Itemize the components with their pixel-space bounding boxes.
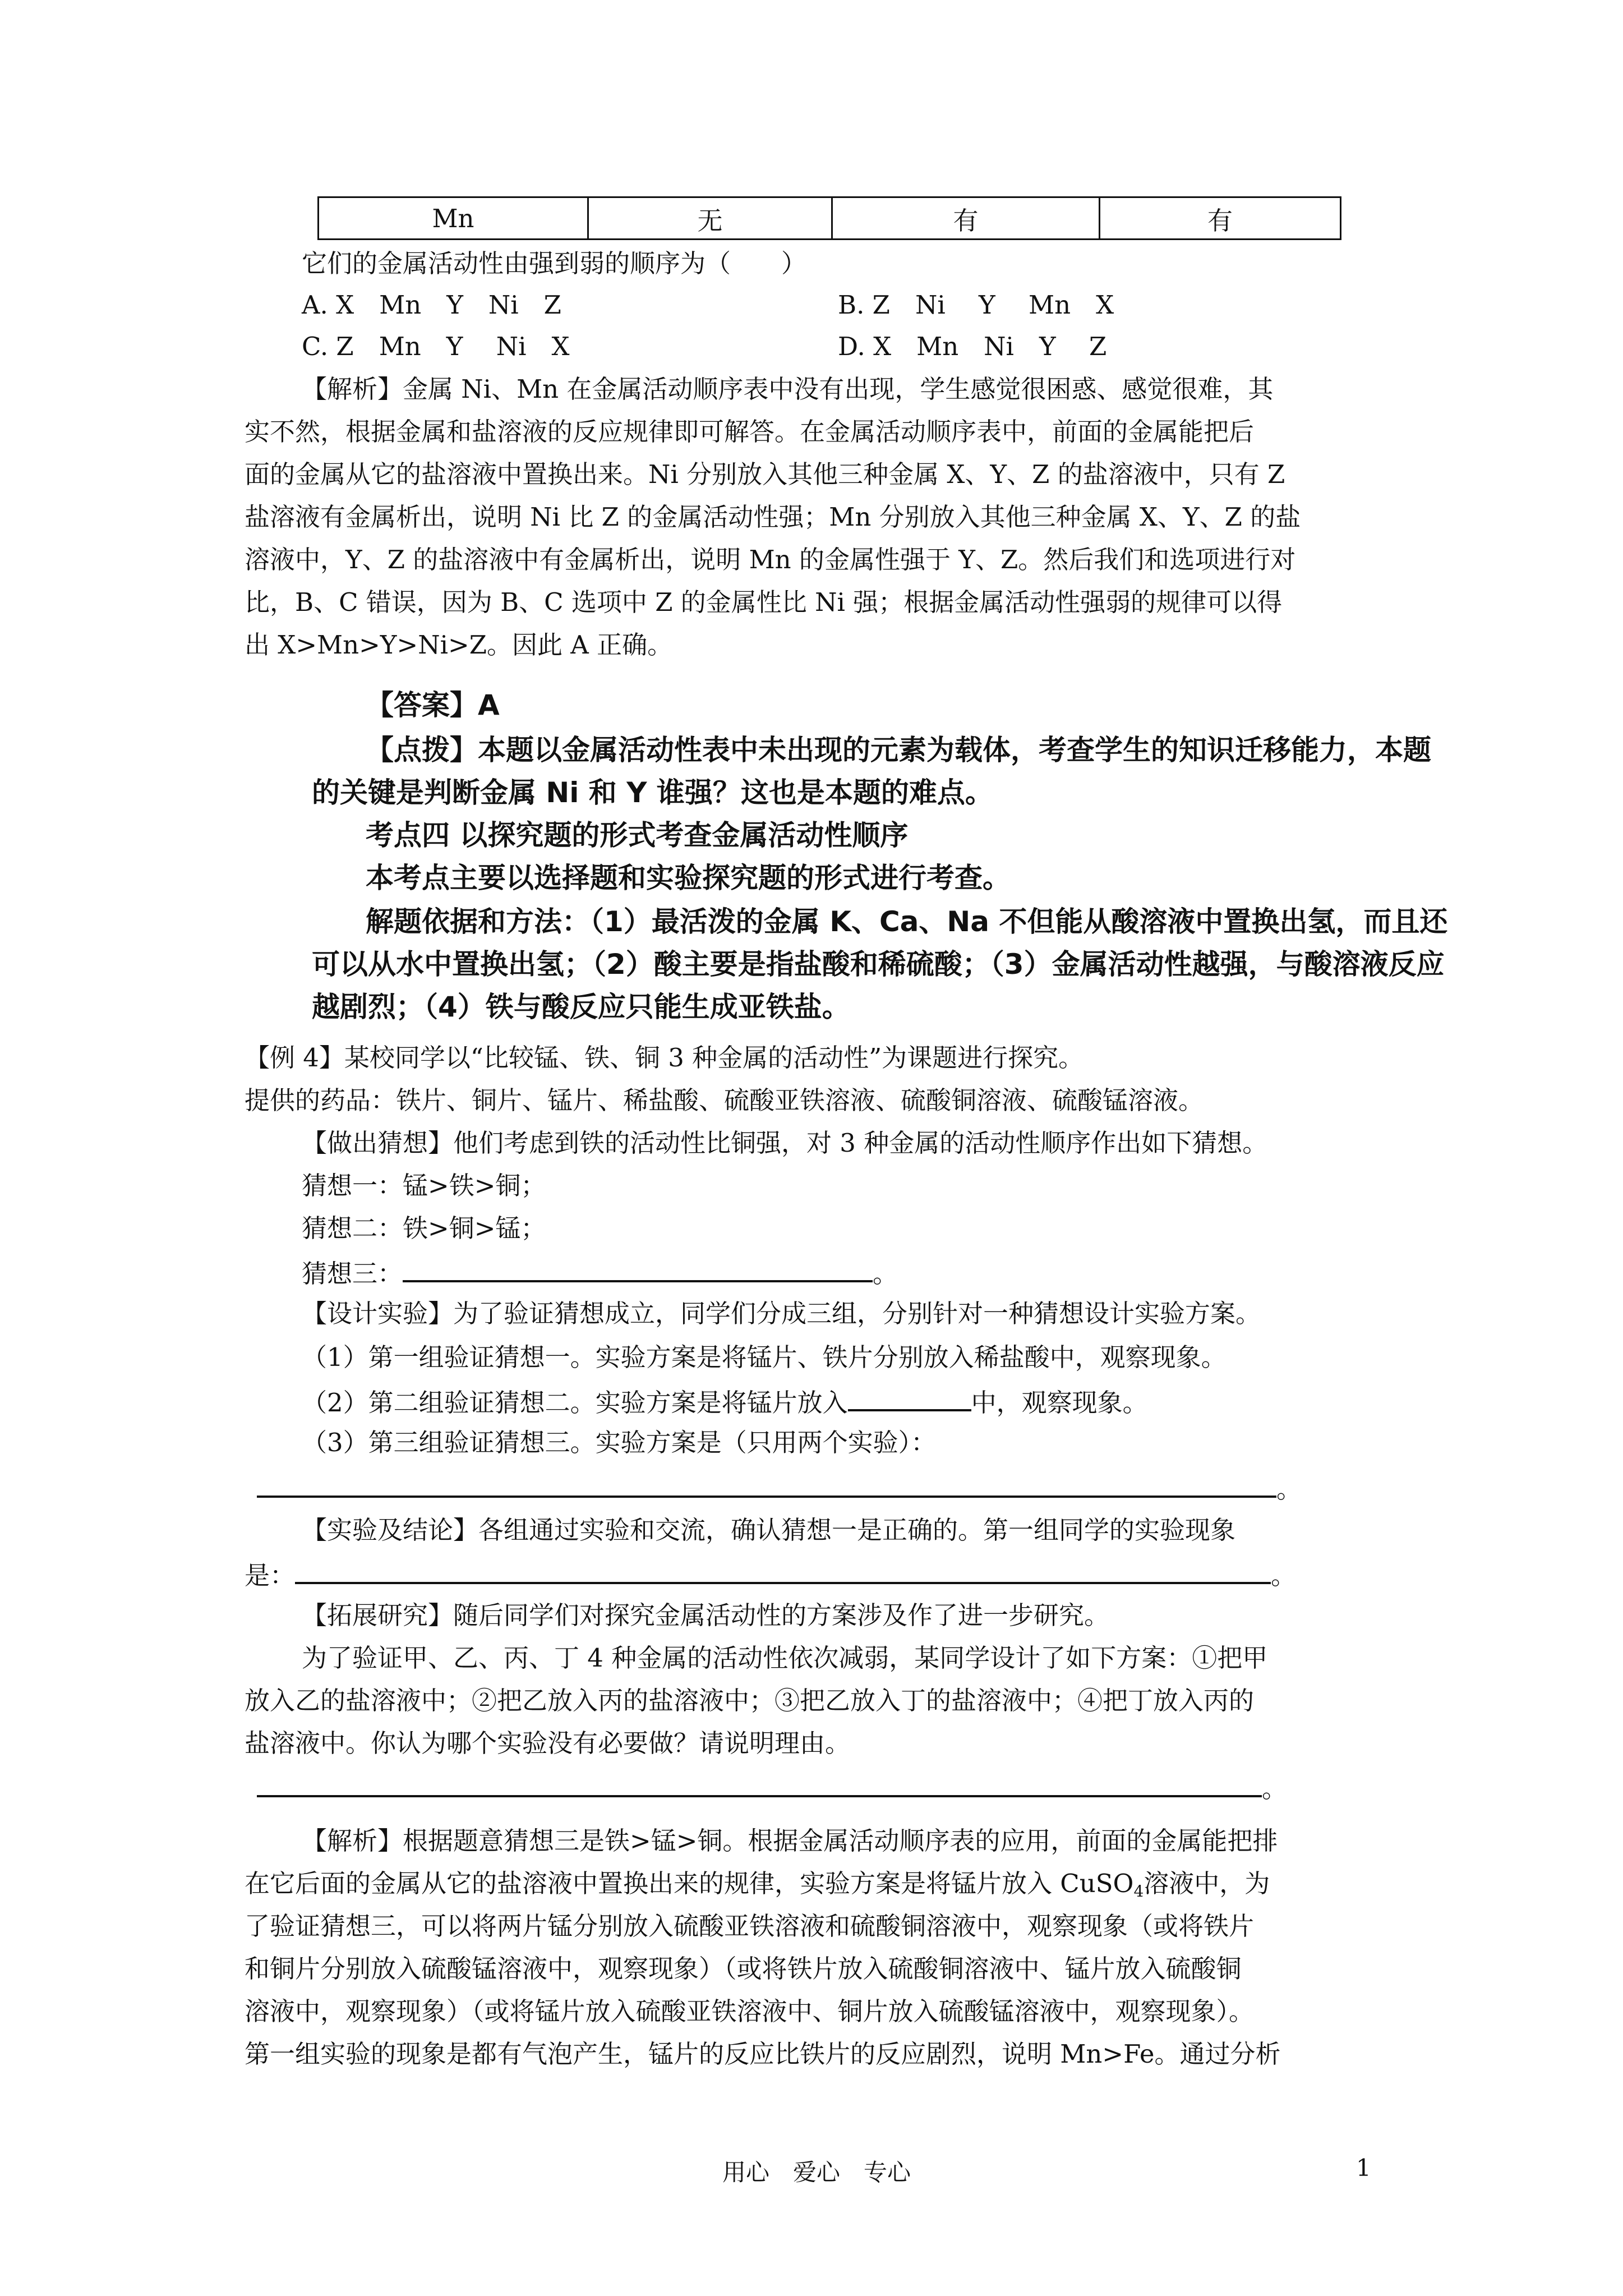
conclusion-label: 是： — [245, 1561, 296, 1590]
example-title: 【例 4】某校同学以“比较锰、铁、铜 3 种金属的活动性”为课题进行探究。 — [245, 1043, 1084, 1073]
analysis2-line: 【解析】根据题意猜想三是铁>锰>铜。根据金属活动顺序表的应用，前面的金属能把排 — [302, 1826, 1278, 1856]
period: 。 — [1276, 1474, 1302, 1504]
tip-line: 的关键是判断金属 Ni 和 Y 谁强？这也是本题的难点。 — [312, 776, 993, 809]
analysis-line: 溶液中，Y、Z 的盐溶液中有金属析出，说明 Mn 的金属性强于 Y、Z。然后我们和选项进行对 — [245, 545, 1296, 574]
extend-intro: 【拓展研究】随后同学们对探究金属活动性的方案涉及作了进一步研究。 — [302, 1600, 1110, 1630]
design-2-prefix: （2）第二组验证猜想二。实验方案是将锰片放入 — [302, 1388, 848, 1418]
analysis-line: 比，B、C 错误，因为 B、C 选项中 Z 的金属性比 Ni 强；根据金属活动性强弱的规律可以得 — [245, 587, 1283, 617]
analysis-line: 出 X>Mn>Y>Ni>Z。因此 A 正确。 — [245, 630, 673, 660]
design-2-blank[interactable] — [848, 1383, 971, 1411]
section-intro: 本考点主要以选择题和实验探究题的形式进行考查。 — [366, 862, 1011, 894]
extend-blank[interactable] — [257, 1769, 1262, 1797]
table-cell: 有 — [832, 197, 1100, 240]
option-d: D. X Mn Ni Y Z — [838, 332, 1107, 361]
hypothesis-3 — [302, 1254, 898, 1291]
question-prompt: 它们的金属活动性由强到弱的顺序为（ ） — [302, 249, 807, 278]
analysis2-line: 溶液中，观察现象）（或将锰片放入硫酸亚铁溶液中、铜片放入硫酸锰溶液中，观察现象）。 — [245, 1996, 1255, 2026]
conclusion-line: 【实验及结论】各组通过实验和交流，确认猜想一是正确的。第一组同学的实验现象 — [302, 1515, 1236, 1545]
analysis2-text: 溶液中，为 — [1144, 1869, 1270, 1898]
period: 。 — [1271, 1561, 1297, 1590]
analysis2-line — [245, 1867, 1270, 1908]
extend-line: 放入乙的盐溶液中；②把乙放入丙的盐溶液中；③把乙放入丁的盐溶液中；④把丁放入丙的 — [245, 1686, 1255, 1715]
design-3: （3）第三组验证猜想三。实验方案是（只用两个实验）： — [302, 1428, 937, 1457]
table-cell: Mn — [319, 197, 588, 240]
hypothesis-1: 猜想一：锰>铁>铜； — [302, 1171, 546, 1200]
option-c: C. Z Mn Y Ni X — [302, 332, 570, 361]
table-row — [319, 197, 1341, 240]
conclusion-answer — [245, 1556, 1296, 1593]
hypothesis-intro: 【做出猜想】他们考虑到铁的活动性比铜强，对 3 种金属的活动性顺序作出如下猜想。 — [302, 1128, 1268, 1158]
subscript: 4 — [1133, 1882, 1144, 1901]
section-heading: 考点四 以探究题的形式考查金属活动性顺序 — [366, 819, 909, 852]
option-b: B. Z Ni Y Mn X — [838, 290, 1114, 320]
analysis2-text: 在它后面的金属从它的盐溶液中置换出来的规律，实验方案是将锰片放入 CuSO — [245, 1869, 1134, 1898]
extend-line: 为了验证甲、乙、丙、丁 4 种金属的活动性依次减弱，某同学设计了如下方案：①把甲 — [302, 1643, 1268, 1673]
method-line: 可以从水中置换出氢；（2）酸主要是指盐酸和稀硫酸；（3）金属活动性越强，与酸溶液反应 — [312, 948, 1445, 981]
design-1: （1）第一组验证猜想一。实验方案是将锰片、铁片分别放入稀盐酸中，观察现象。 — [302, 1342, 1227, 1372]
period: 。 — [1262, 1774, 1288, 1803]
method-line: 解题依据和方法：（1）最活泼的金属 K、Ca、Na 不但能从酸溶液中置换出氢，而且还 — [366, 905, 1448, 938]
metal-table — [317, 196, 1341, 240]
extend-line: 盐溶液中。你认为哪个实验没有必要做？请说明理由。 — [245, 1728, 851, 1758]
hypothesis-2: 猜想二：铁>铜>锰； — [302, 1213, 546, 1243]
analysis-line: 实不然，根据金属和盐溶液的反应规律即可解答。在金属活动顺序表中，前面的金属能把后 — [245, 417, 1255, 447]
analysis2-line: 第一组实验的现象是都有气泡产生，锰片的反应比铁片的反应剧烈，说明 Mn>Fe。通过分析 — [245, 2039, 1281, 2069]
materials-line: 提供的药品：铁片、铜片、锰片、稀盐酸、硫酸亚铁溶液、硫酸铜溶液、硫酸锰溶液。 — [245, 1085, 1204, 1115]
design-2-suffix: 中，观察现象。 — [971, 1388, 1148, 1418]
design-3-answer — [257, 1470, 1302, 1506]
analysis-line: 【解析】金属 Ni、Mn 在金属活动顺序表中没有出现，学生感觉很困惑、感觉很难，其 — [302, 374, 1274, 404]
analysis2-line: 了验证猜想三，可以将两片锰分别放入硫酸亚铁溶液和硫酸铜溶液中，观察现象（或将铁片 — [245, 1911, 1255, 1941]
page-number: 1 — [1356, 2154, 1371, 2182]
method-line: 越剧烈；（4）铁与酸反应只能生成亚铁盐。 — [312, 991, 850, 1023]
design-intro: 【设计实验】为了验证猜想成立，同学们分成三组，分别针对一种猜想设计实验方案。 — [302, 1299, 1261, 1328]
answer-label: 【答案】A — [366, 689, 500, 721]
analysis2-line: 和铜片分别放入硫酸锰溶液中，观察现象）（或将铁片放入硫酸铜溶液中、锰片放入硫酸铜 — [245, 1954, 1242, 1984]
conclusion-blank[interactable] — [295, 1556, 1271, 1584]
design-3-blank[interactable] — [257, 1470, 1276, 1498]
analysis-line: 盐溶液有金属析出，说明 Ni 比 Z 的金属活动性强；Mn 分别放入其他三种金属 X、Y、Z 的盐 — [245, 502, 1301, 532]
extend-answer — [257, 1769, 1287, 1806]
design-2 — [302, 1383, 1148, 1420]
hypothesis-3-blank[interactable] — [403, 1254, 873, 1282]
footer-motto: 用心 爱心 专心 — [722, 2159, 911, 2186]
table-cell: 有 — [1100, 197, 1341, 240]
hypothesis-3-label: 猜想三： — [302, 1259, 403, 1289]
table-cell: 无 — [588, 197, 832, 240]
tip-line: 【点拨】本题以金属活动性表中未出现的元素为载体，考查学生的知识迁移能力，本题 — [366, 734, 1431, 766]
analysis-line: 面的金属从它的盐溶液中置换出来。Ni 分别放入其他三种金属 X、Y、Z 的盐溶液中，只有 Z — [245, 459, 1285, 489]
option-a: A. X Mn Y Ni Z — [302, 290, 561, 320]
period: 。 — [873, 1259, 898, 1289]
